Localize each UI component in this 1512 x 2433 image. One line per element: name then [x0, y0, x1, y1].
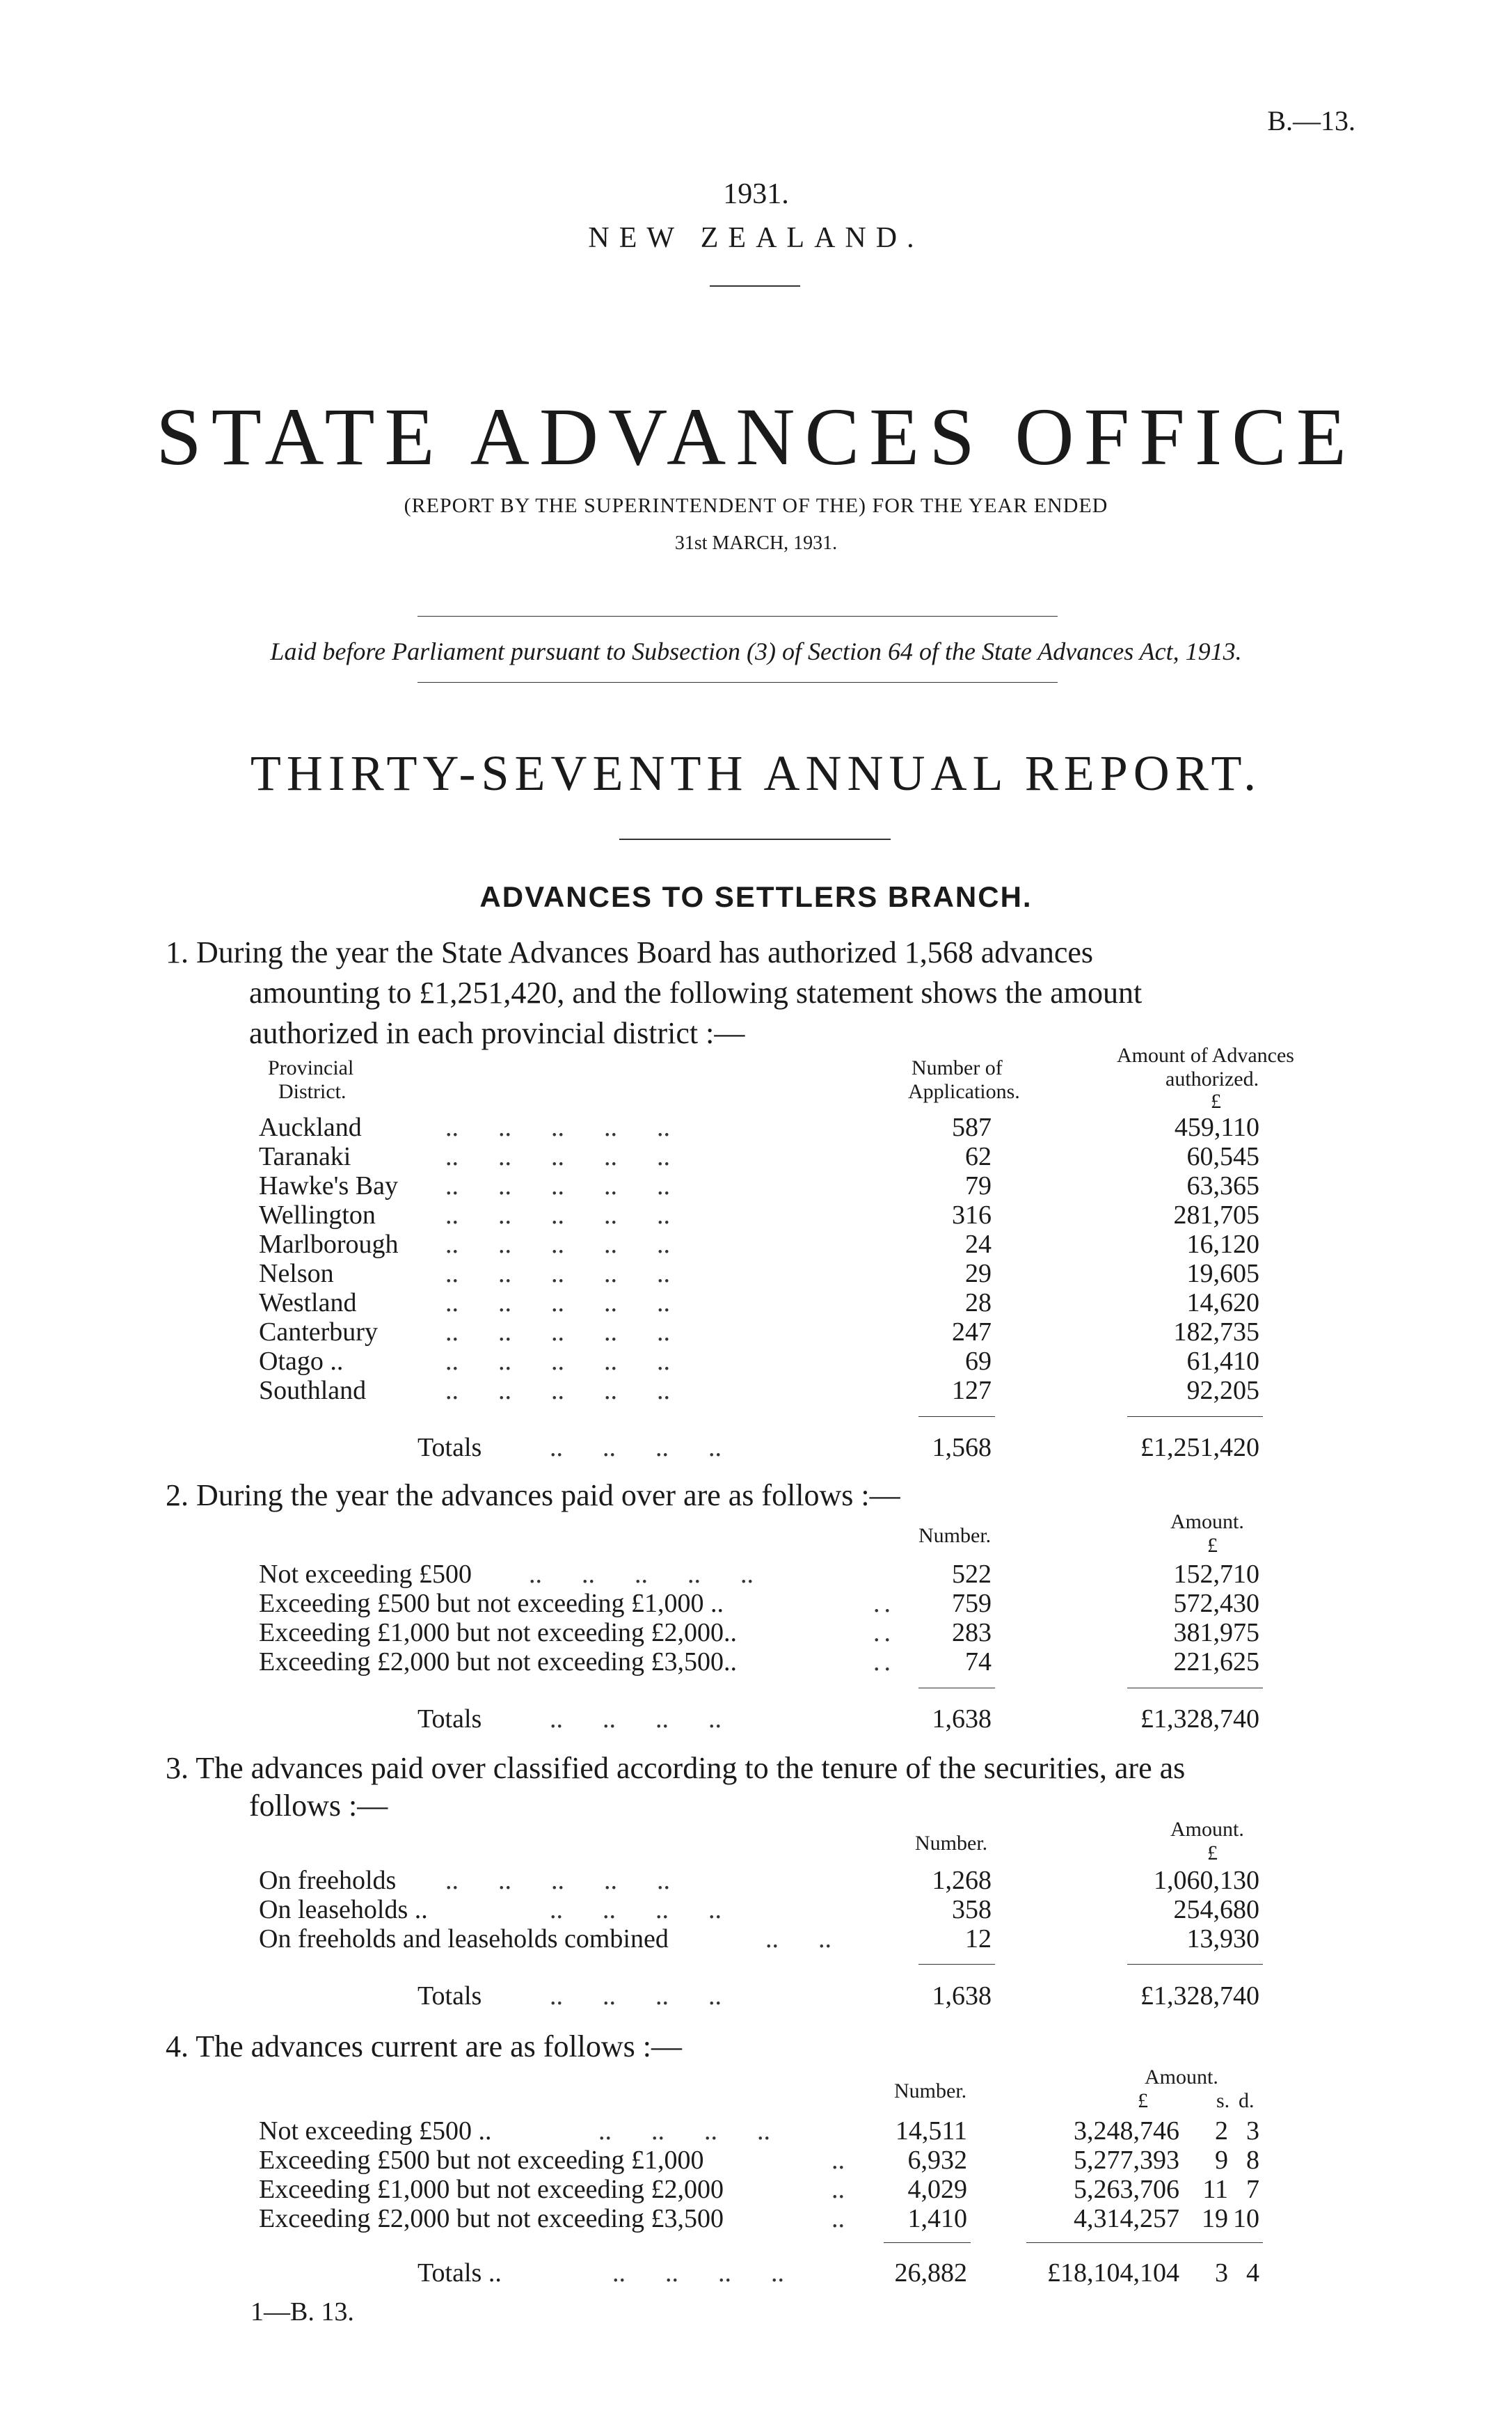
table-cell-number: 358 [952, 1895, 992, 1924]
leader-dots: .. .. .. .. .. [445, 1113, 670, 1142]
page-signature: 1—B. 13. [250, 2297, 354, 2327]
table-cell-pence: 7 [1246, 2175, 1259, 2204]
leader-dots: .. .. .. .. [612, 2258, 784, 2288]
table-cell-number: 4,029 [907, 2175, 967, 2204]
table-cell-pence: 10 [1233, 2204, 1259, 2233]
document-subtitle-date: 31st MARCH, 1931. [674, 532, 838, 554]
leader-dots: .. .. .. .. .. [445, 1142, 670, 1171]
table-cell-pounds: 5,263,706 [1074, 2175, 1179, 2204]
table-cell-number: 587 [952, 1113, 992, 1142]
leader-dots: .. .. .. .. [550, 1704, 722, 1734]
table-row-label: Auckland [259, 1113, 362, 1142]
column-header-district: Provincial [268, 1056, 354, 1079]
branch-heading: ADVANCES TO SETTLERS BRANCH. [479, 880, 1033, 913]
leader-dots: .. .. .. .. .. [445, 1288, 670, 1317]
table-cell-number: 247 [952, 1317, 992, 1347]
table-cell-number: 79 [965, 1171, 992, 1200]
totals-number: 26,882 [894, 2258, 967, 2288]
leader-dots: .. [873, 1618, 895, 1647]
section-1-text-line-1: 1. During the year the State Advances Board has authorized 1,568 advances [166, 935, 1094, 969]
document-subtitle: (REPORT BY THE SUPERINTENDENT OF THE) FOR THE YEAR ENDED [404, 494, 1108, 517]
column-header-amount: Amount. [1170, 1818, 1244, 1841]
table-cell-amount: 381,975 [1173, 1618, 1259, 1647]
leader-dots: .. [831, 2204, 845, 2233]
table-row-label: Not exceeding £500 [259, 1560, 472, 1589]
table-cell-number: 283 [952, 1618, 992, 1647]
leader-dots: .. .. .. .. .. [445, 1376, 670, 1405]
table-row-label: Exceeding £2,000 but not exceeding £3,500 [259, 2204, 724, 2233]
table-cell-number: 62 [965, 1142, 992, 1171]
table-cell-amount: 182,735 [1173, 1317, 1259, 1347]
totals-rule [884, 2242, 971, 2243]
leader-dots: .. .. .. .. .. [445, 1347, 670, 1376]
totals-number: 1,638 [932, 1704, 992, 1734]
section-1-text-line-2: amounting to £1,251,420, and the following statement shows the amount [249, 976, 1143, 1010]
table-cell-amount: 19,605 [1186, 1259, 1259, 1288]
table-cell-number: 29 [965, 1259, 992, 1288]
totals-rule [918, 1416, 995, 1417]
leader-dots: .. [873, 1589, 895, 1618]
table-row-label: Marlborough [259, 1230, 399, 1259]
table-cell-number: 1,410 [907, 2204, 967, 2233]
table-cell-number: 522 [952, 1560, 992, 1589]
column-header-amount-unit: £ [1207, 1534, 1218, 1557]
annual-report-title: THIRTY-SEVENTH ANNUAL REPORT. [250, 745, 1262, 801]
totals-label: Totals [417, 1704, 482, 1734]
leader-dots: .. .. .. .. [598, 2116, 770, 2146]
totals-label: Totals .. [417, 2258, 502, 2288]
leader-dots: .. .. .. .. .. [529, 1560, 754, 1589]
column-header-amount: Amount of Advances [1117, 1044, 1294, 1067]
leader-dots: .. .. .. .. [550, 1981, 722, 2011]
section-1-text-line-3: authorized in each provincial district :— [249, 1016, 745, 1050]
table-cell-amount: 63,365 [1186, 1171, 1259, 1200]
totals-rule [1127, 1416, 1263, 1417]
column-header-unit-pence: d. [1239, 2089, 1255, 2112]
totals-label: Totals [417, 1981, 482, 2011]
table-cell-shillings: 2 [1215, 2116, 1228, 2146]
leader-dots: .. .. .. .. .. [445, 1200, 670, 1230]
leader-dots: .. .. .. .. .. [445, 1230, 670, 1259]
table-row-label: Exceeding £500 but not exceeding £1,000 .. [259, 1589, 724, 1618]
totals-amount: £1,328,740 [1140, 1704, 1259, 1734]
table-cell-amount: 13,930 [1186, 1924, 1259, 1953]
leader-dots: .. .. .. .. [550, 1895, 722, 1924]
table-cell-number: 28 [965, 1288, 992, 1317]
totals-pounds: £18,104,104 [1047, 2258, 1179, 2288]
table-cell-shillings: 11 [1202, 2175, 1228, 2204]
leader-dots: .. [873, 1647, 895, 1677]
divider [417, 616, 1058, 617]
table-row-label: On freeholds [259, 1866, 397, 1895]
column-header-amount-unit: £ [1211, 1090, 1221, 1113]
table-row-label: Otago .. [259, 1347, 344, 1376]
table-cell-amount: 14,620 [1186, 1288, 1259, 1317]
column-header-number: Number. [894, 2079, 967, 2102]
table-cell-shillings: 9 [1215, 2146, 1228, 2175]
totals-pence: 4 [1246, 2258, 1259, 2288]
table-cell-amount: 281,705 [1173, 1200, 1259, 1230]
leader-dots: .. .. .. .. .. [445, 1317, 670, 1347]
table-cell-shillings: 19 [1202, 2204, 1228, 2233]
report-year: 1931. [723, 178, 789, 210]
table-cell-pounds: 5,277,393 [1074, 2146, 1179, 2175]
totals-number: 1,638 [932, 1981, 992, 2011]
leader-dots: .. .. .. .. .. [445, 1171, 670, 1200]
divider [710, 285, 800, 287]
table-cell-number: 14,511 [895, 2116, 967, 2146]
column-header-number: Applications. [908, 1080, 1020, 1103]
leader-dots: .. .. .. .. .. [445, 1866, 670, 1895]
laid-before-parliament: Laid before Parliament pursuant to Subsection (3) of Section 64 of the State Advances Act, 1913. [270, 637, 1242, 665]
column-header-amount: authorized. [1165, 1068, 1259, 1091]
table-row-label: Wellington [259, 1200, 376, 1230]
table-row-label: Taranaki [259, 1142, 351, 1171]
table-cell-number: 127 [952, 1376, 992, 1405]
table-row-label: Exceeding £500 but not exceeding £1,000 [259, 2146, 704, 2175]
table-cell-number: 74 [965, 1647, 992, 1677]
totals-rule [1127, 1964, 1263, 1965]
table-cell-amount: 60,545 [1186, 1142, 1259, 1171]
column-header-amount-unit: £ [1207, 1841, 1218, 1864]
table-cell-pence: 8 [1246, 2146, 1259, 2175]
table-cell-amount: 459,110 [1174, 1113, 1259, 1142]
table-row-label: On leaseholds .. [259, 1895, 428, 1924]
table-cell-amount: 572,430 [1173, 1589, 1259, 1618]
table-row-label: Nelson [259, 1259, 334, 1288]
table-cell-number: 759 [952, 1589, 992, 1618]
table-cell-number: 24 [965, 1230, 992, 1259]
section-3-text-line-1: 3. The advances paid over classified according to the tenure of the securities, are as [166, 1751, 1186, 1785]
table-cell-number: 69 [965, 1347, 992, 1376]
section-2-text: 2. During the year the advances paid over are as follows :— [166, 1478, 900, 1512]
column-header-amount: Amount. [1145, 2066, 1218, 2089]
table-row-label: Not exceeding £500 .. [259, 2116, 492, 2146]
column-header-amount: Amount. [1170, 1510, 1244, 1533]
leader-dots: .. [831, 2175, 845, 2204]
table-row-label: Westland [259, 1288, 357, 1317]
divider [619, 839, 891, 840]
table-cell-pounds: 4,314,257 [1074, 2204, 1179, 2233]
table-row-label: Hawke's Bay [259, 1171, 398, 1200]
paper-reference: B.—13. [1267, 105, 1355, 136]
totals-amount: £1,251,420 [1140, 1433, 1259, 1462]
country-name: NEW ZEALAND. [588, 222, 924, 254]
table-cell-pounds: 3,248,746 [1074, 2116, 1179, 2146]
leader-dots: .. .. .. .. [550, 1433, 722, 1462]
table-cell-number: 316 [952, 1200, 992, 1230]
divider [417, 682, 1058, 683]
table-row-label: Exceeding £1,000 but not exceeding £2,000 [259, 2175, 724, 2204]
table-cell-amount: 61,410 [1186, 1347, 1259, 1376]
table-row-label: Exceeding £1,000 but not exceeding £2,000.. [259, 1618, 738, 1647]
column-header-district: District. [278, 1080, 347, 1103]
table-cell-number: 1,268 [932, 1866, 992, 1895]
totals-rule [918, 1964, 995, 1965]
leader-dots: .. .. [765, 1924, 831, 1953]
column-header-unit-pounds: £ [1138, 2089, 1148, 2112]
table-cell-number: 6,932 [907, 2146, 967, 2175]
column-header-number: Number. [918, 1524, 992, 1547]
column-header-number: Number. [915, 1832, 988, 1855]
table-cell-amount: 92,205 [1186, 1376, 1259, 1405]
table-cell-amount: 254,680 [1173, 1895, 1259, 1924]
table-cell-amount: 152,710 [1173, 1560, 1259, 1589]
table-cell-pence: 3 [1246, 2116, 1259, 2146]
totals-rule [1026, 2242, 1263, 2243]
column-header-number: Number of [912, 1056, 1003, 1079]
totals-amount: £1,328,740 [1140, 1981, 1259, 2011]
leader-dots: .. .. .. .. .. [445, 1259, 670, 1288]
document-title: STATE ADVANCES OFFICE [156, 391, 1356, 482]
table-cell-amount: 16,120 [1186, 1230, 1259, 1259]
table-row-label: Canterbury [259, 1317, 378, 1347]
table-cell-number: 12 [965, 1924, 992, 1953]
table-row-label: Exceeding £2,000 but not exceeding £3,500.. [259, 1647, 738, 1677]
leader-dots: .. [831, 2146, 845, 2175]
section-3-text-line-2: follows :— [249, 1789, 388, 1823]
table-cell-amount: 1,060,130 [1154, 1866, 1259, 1895]
totals-label: Totals [417, 1433, 482, 1462]
column-header-unit-shillings: s. [1216, 2089, 1230, 2112]
table-row-label: Southland [259, 1376, 367, 1405]
table-cell-amount: 221,625 [1173, 1647, 1259, 1677]
totals-number: 1,568 [932, 1433, 992, 1462]
table-row-label: On freeholds and leaseholds combined [259, 1924, 669, 1953]
totals-shillings: 3 [1215, 2258, 1228, 2288]
section-4-text: 4. The advances current are as follows :— [166, 2029, 683, 2063]
